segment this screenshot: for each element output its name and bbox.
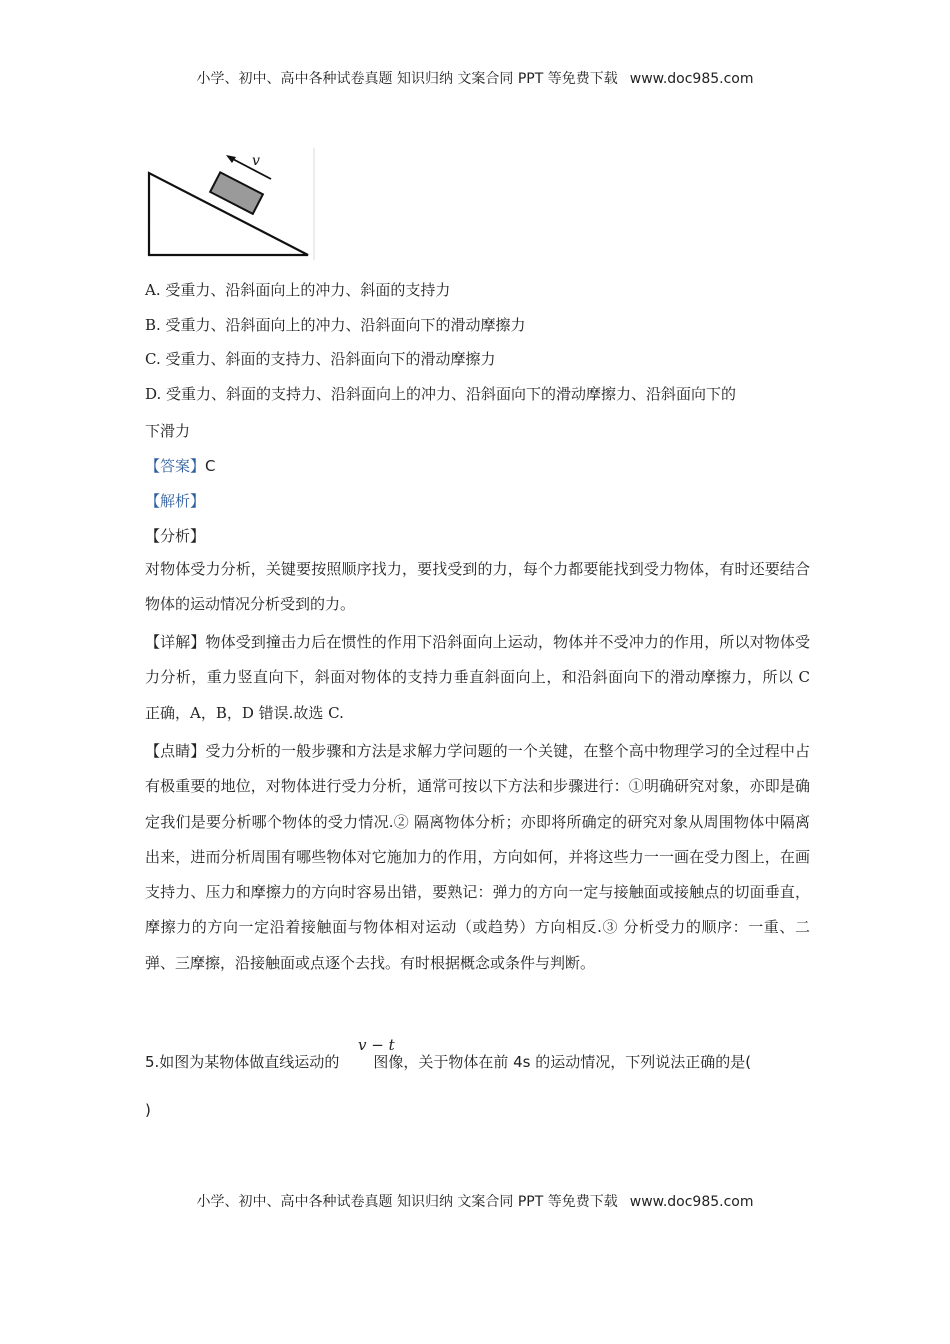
dianjing-text: 受力分析的一般步骤和方法是求解力学问题的一个关键，在整个高中物理学习的全过程中占有极重要的地位，对物体进行受力分析，通常可按以下方法和步骤进行：①明确研究对象，亦即是确定我们是要分析哪个物体的受力情况.② 隔离物体分析；亦即将所确定的研究对象从周围物体中隔离出来，进而分析周围有哪些物体对它施加力的作用，方向如何，并将这些力一一画在受力图上，在画支持力、压力和摩擦力的方向时容易出错，要熟记：弹力的方向一定与接触面或接触点的切面垂直，摩擦力的方向一定沿着接触面与物体相对运动（或趋势）方向相反.③ 分析受力的顺序：一重、二弹、三摩擦，沿接触面或点逐个去找。有时根据概念或条件与判断。 [145, 742, 810, 972]
q5-close-paren: ) [145, 1101, 151, 1119]
velocity-label: v [252, 153, 260, 169]
xiangjie-text: 物体受到撞击力后在惯性的作用下沿斜面向上运动，物体并不受冲力的作用，所以对物体受力分析，重力竖直向下，斜面对物体的支持力垂直斜面向上，和沿斜面向下的滑动摩擦力，所以 C 正确，A，B，D 错误.故选 C. [145, 633, 810, 722]
option-c: C. 受重力、斜面的支持力、沿斜面向下的滑动摩擦力 [145, 350, 496, 368]
question-5 [145, 1052, 813, 1072]
option-b: B. 受重力、沿斜面向上的冲力、沿斜面向下的滑动摩擦力 [145, 316, 526, 334]
answer-label: 【答案】 [145, 457, 206, 475]
q5-suffix: 图像，关于物体在前 4s 的运动情况，下列说法正确的是( [373, 1053, 752, 1071]
footer-text: 小学、初中、高中各种试卷真题 知识归纳 文案合同 PPT 等免费下载 [196, 1194, 618, 1210]
answer-line [145, 456, 813, 476]
page-footer [0, 1191, 950, 1211]
option-d-continuation: 下滑力 [145, 422, 191, 440]
xiangjie-label: 【详解】 [145, 633, 206, 651]
page-header [0, 68, 950, 88]
answer-value: C [205, 457, 216, 475]
header-url[interactable]: www.doc985.com [629, 71, 754, 87]
footer-url[interactable]: www.doc985.com [629, 1194, 754, 1210]
incline-figure [143, 146, 315, 262]
q5-prefix: 5.如图为某物体做直线运动的 [145, 1053, 340, 1071]
dianjing-label: 【点睛】 [145, 742, 206, 760]
xiangjie-paragraph [145, 625, 810, 731]
fenxi-paragraph: 对物体受力分析，关键要按照顺序找力，要找受到的力，每个力都要能找到受力物体，有时还要结合物体的运动情况分析受到的力。 [145, 560, 810, 614]
option-d: D. 受重力、斜面的支持力、沿斜面向上的冲力、沿斜面向下的滑动摩擦力、沿斜面向下的 [145, 385, 737, 403]
option-a: A. 受重力、沿斜面向上的冲力、斜面的支持力 [145, 281, 451, 299]
dianjing-paragraph [145, 734, 810, 981]
analysis-label: 【解析】 [145, 492, 206, 510]
header-text: 小学、初中、高中各种试卷真题 知识归纳 文案合同 PPT 等免费下载 [196, 71, 618, 87]
vt-symbol: v − t [358, 1036, 395, 1054]
fenxi-label: 【分析】 [145, 527, 206, 545]
